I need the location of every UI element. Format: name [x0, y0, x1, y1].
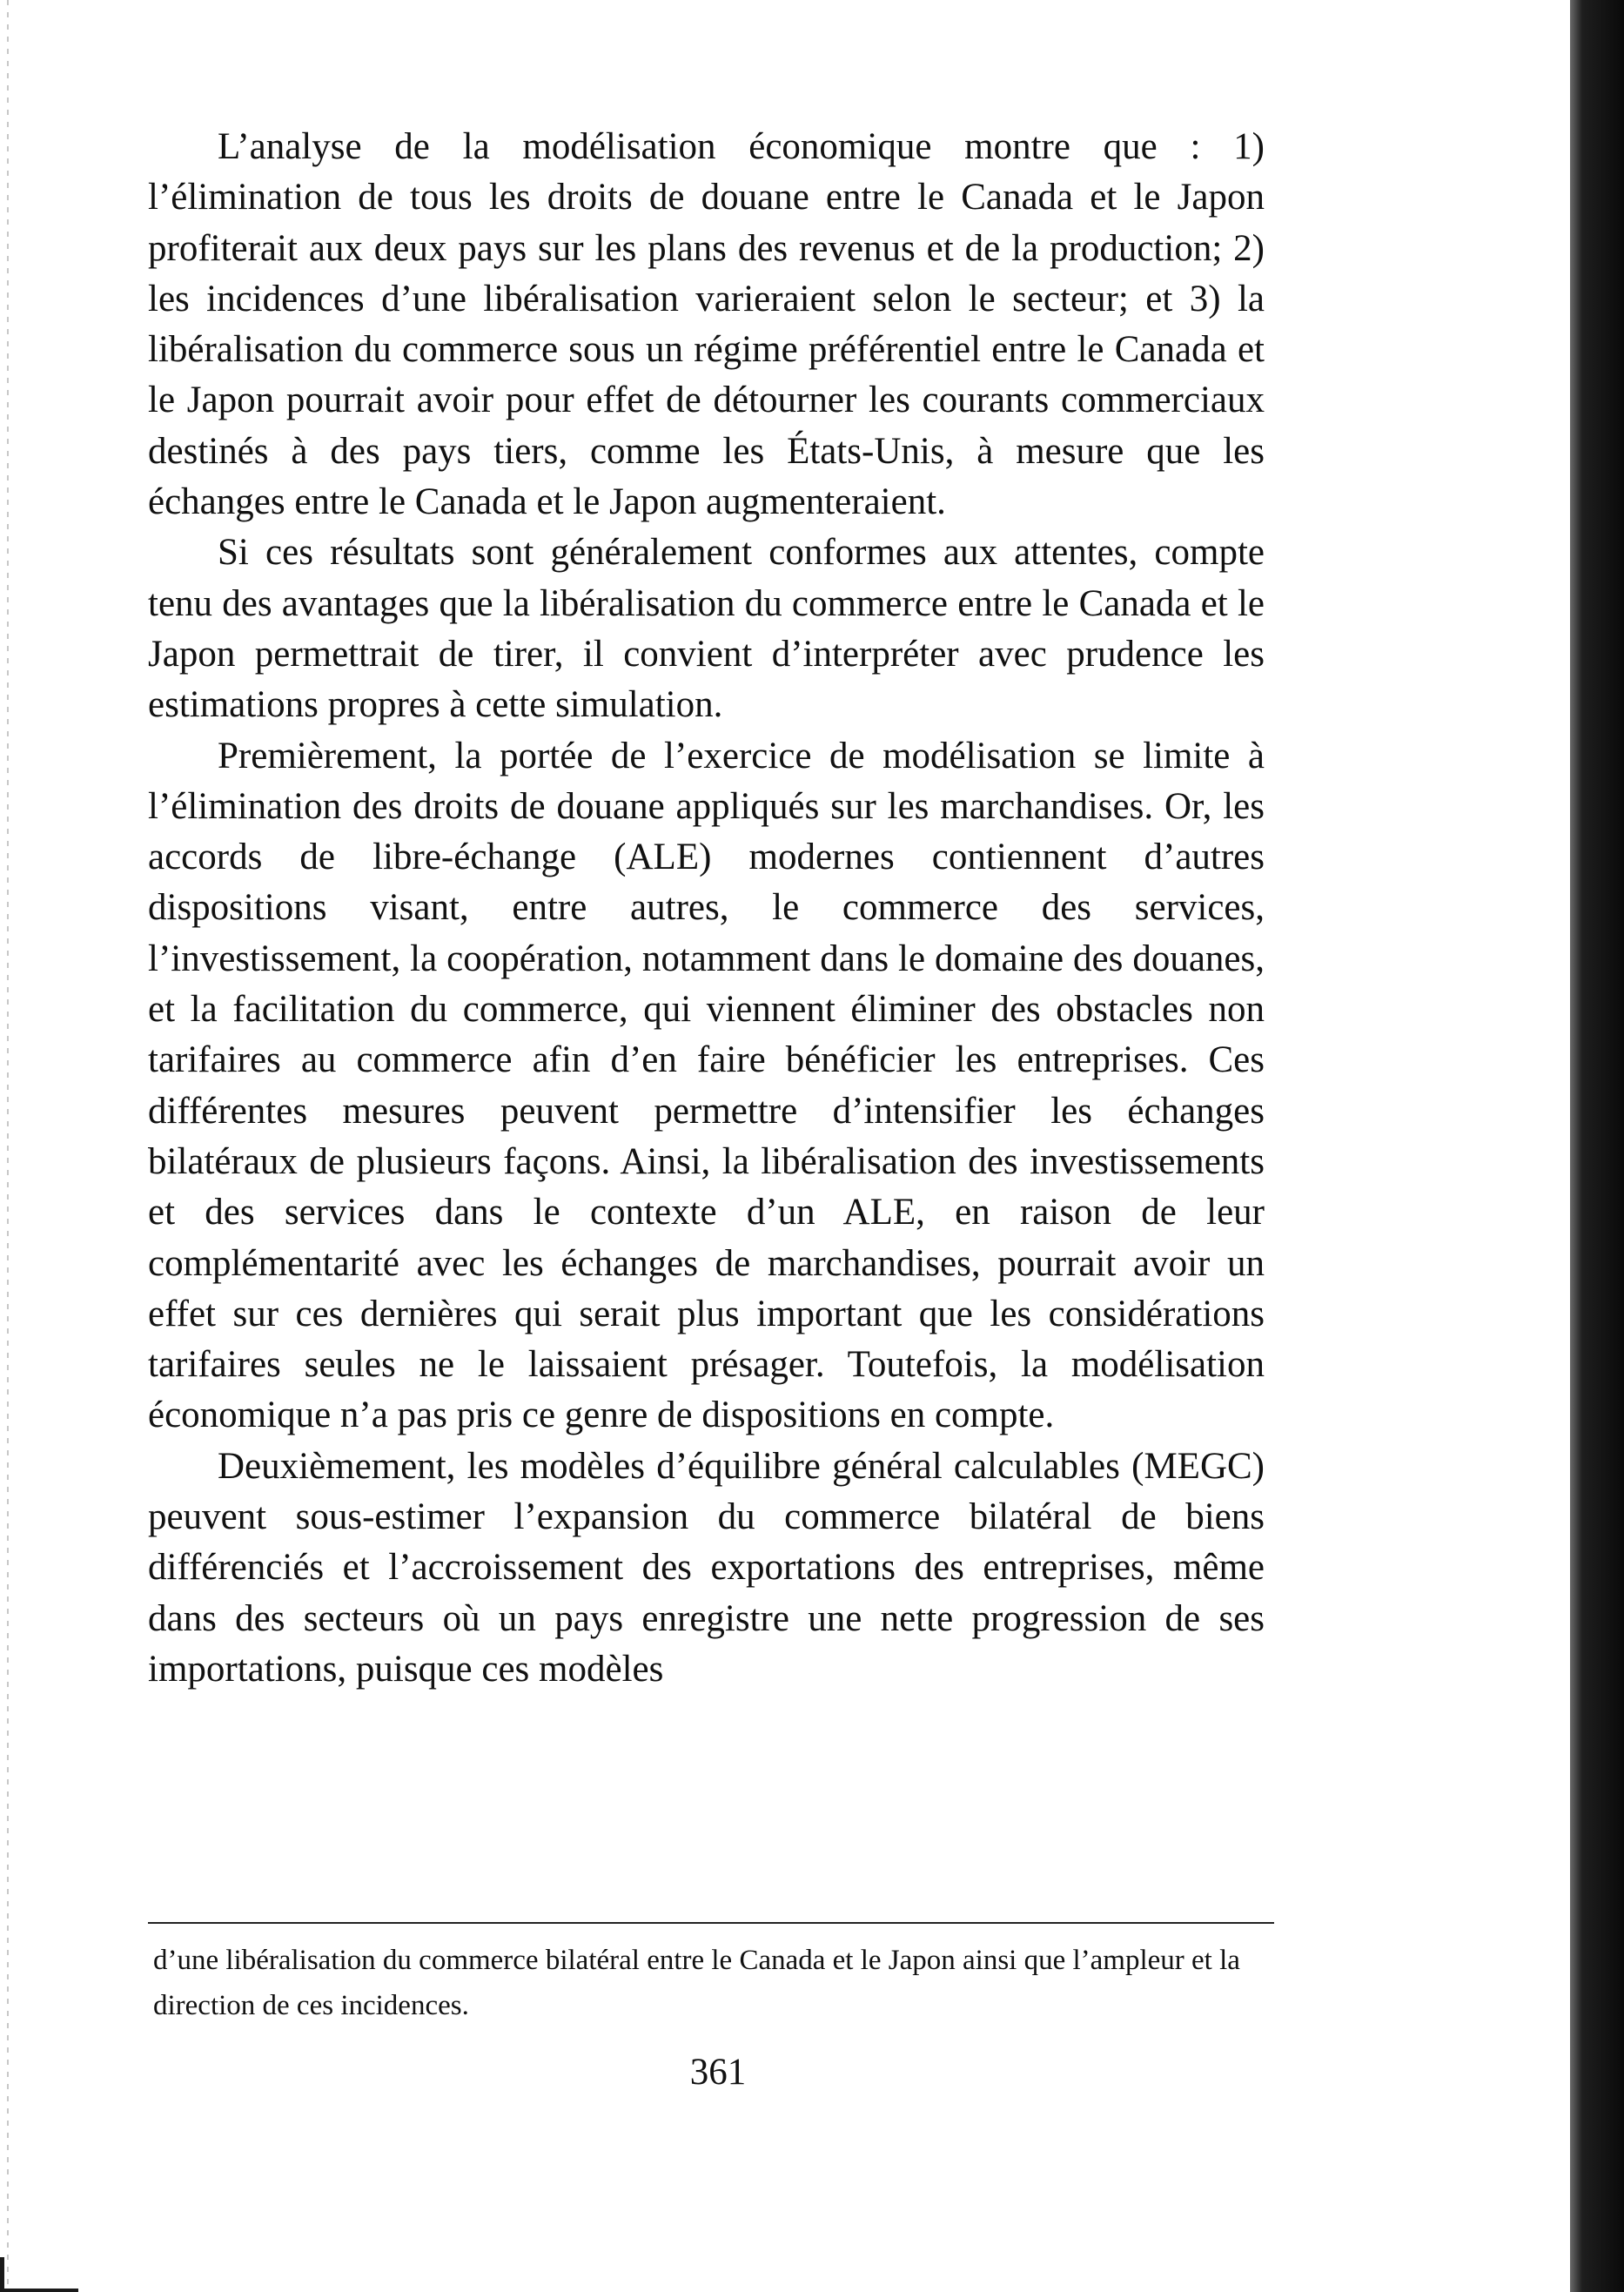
footnote-separator	[148, 1922, 1274, 1924]
paragraph-1: L’analyse de la modélisation économique montre que : 1) l’élimination de tous les droits de douane entre le Canada et le Japon profiterait aux deux pays sur les plans des revenus et de la production; 2) les incidences d’une libéralisation varieraient selon le secteur; et 3) la libéralisation du commerce sous un régime préférentiel entre le Canada et le Japon pourrait avoir pour effet de détourner les courants commerciaux destinés à des pays tiers, comme les États-Unis, à mesure que les échanges entre le Canada et le Japon augmenteraient.	[148, 126, 1265, 523]
scan-corner-mark	[0, 2257, 78, 2292]
paragraph-3: Premièrement, la portée de l’exercice de modélisation se limite à l’élimination des droits de douane appliqués sur les marchandises. Or, les accords de libre-échange (ALE) modernes contiennent d’autres dispositions visant, entre autres, le commerce des services, l’investissement, la coopération, notamment dans le domaine des douanes, et la facilitation du commerce, qui viennent éliminer des obstacles non tarifaires au commerce afin d’en faire bénéficier les entreprises. Ces différentes mesures peuvent permettre d’intensifier les échanges bilatéraux de plusieurs façons. Ainsi, la libéralisation des investissements et des services dans le contexte d’un ALE, en raison de leur complémentarité avec les échanges de marchandises, pourrait avoir un effet sur ces dernières qui serait plus important que les considérations tarifaires seules ne le laissaient présager. Toutefois, la modélisation économique n’a pas pris ce genre de dispositions en compte.	[148, 735, 1265, 1436]
page-number: 361	[689, 2052, 747, 2093]
footnote: d’une libéralisation du commerce bilatéral entre le Canada et le Japon ainsi que l’ampleur et la direction de ces incidences.	[153, 1945, 1240, 2021]
scan-left-edge	[7, 0, 9, 2292]
scan-right-shadow	[1570, 0, 1624, 2292]
body-text	[148, 122, 1265, 1695]
paragraph-4: Deuxièmement, les modèles d’équilibre général calculables (MEGC) peuvent sous-estimer l’expansion du commerce bilatéral de biens différenciés et l’accroissement des exportations des entreprises, même dans des secteurs où un pays enregistre une nette progression de ses importations, puisque ces modèles	[148, 1445, 1265, 1690]
paragraph-2: Si ces résultats sont généralement conformes aux attentes, compte tenu des avantages que la libéralisation du commerce entre le Canada et le Japon permettrait de tirer, il convient d’interpréter avec prudence les estimations propres à cette simulation.	[148, 532, 1265, 726]
